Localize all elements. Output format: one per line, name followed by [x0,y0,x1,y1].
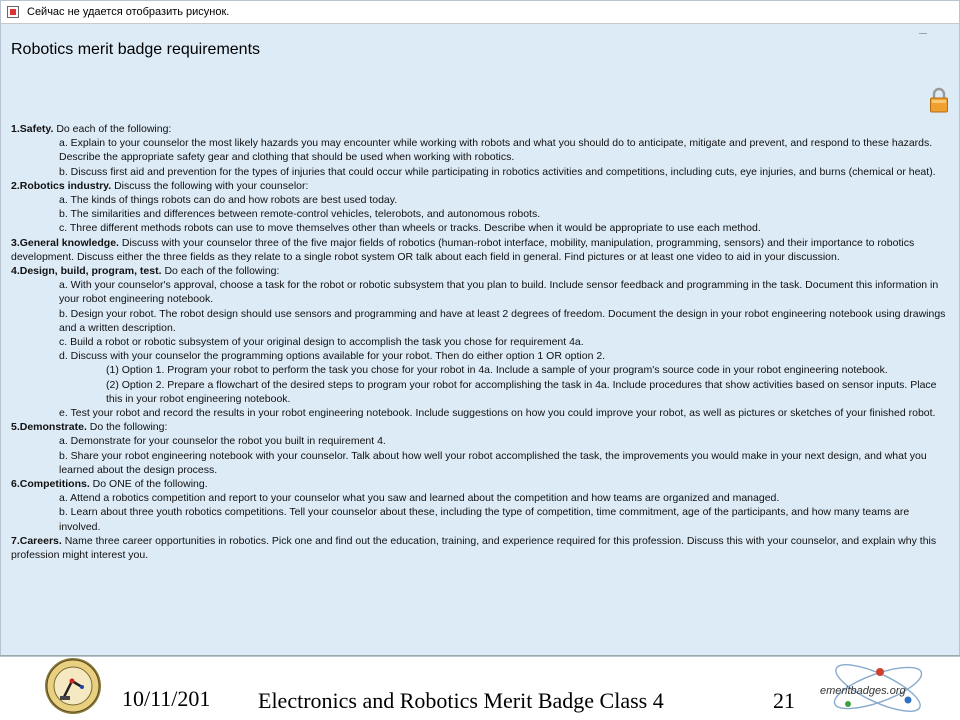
requirement-text: (2) Option 2. Prepare a flowchart of the desired steps to program your robot for accomplishing the task in 4a. Include procedures that show activities based on sensor inputs. Place this in your robot engineering notebook. [106,378,937,405]
requirement-heading: 1.Safety. [11,123,54,135]
requirement-text: (1) Option 1. Program your robot to perform the task you chose for your robot in 4a. Include a sample of your program's source code in your robot engineering notebook. [106,364,888,377]
robotics-merit-badge-icon [44,657,102,715]
requirements-list [11,122,946,562]
requirement-text: Discuss the following with your counselor: [111,179,309,192]
footer-divider [0,655,960,656]
requirement-subitem [11,491,946,505]
requirement-heading: 3.General knowledge. [11,236,119,249]
requirement-text: a. The kinds of things robots can do and how robots are best used today. [59,194,398,207]
requirement-subitem [11,307,946,335]
requirement-text: c. Three different methods robots can use to move themselves other than wheels or tracks. Describe when it would be appropriate to use each method. [59,222,761,235]
requirement-text: b. Discuss first aid and prevention for the types of injuries that could occur while participating in robotics activities and competitions, including cuts, eye injuries, and burns (chemical or heat). [59,165,936,178]
emeritbadges-logo [818,660,928,716]
requirement-option [11,363,946,377]
requirement-item [11,122,946,136]
requirement-text: Name three career opportunities in robotics. Pick one and find out the education, training, and experience required for this profession. Discuss this with your counselor, and explain why this profession might interest you. [11,534,937,562]
requirement-text: Do the following: [86,421,168,434]
requirement-text: a. With your counselor's approval, choose a task for the robot or robotic subsystem that you plan to build. Include sensor feedback and programming in the task. Document this information in your robot engineering notebook. [59,279,939,306]
requirement-text: c. Build a robot or robotic subsystem of your original design to accomplish the task you chose for requirement 4a. [59,336,584,349]
requirement-item [11,236,946,264]
requirement-item [11,264,946,278]
slide-number: 21 [773,688,795,713]
requirement-item [11,179,946,193]
requirement-subitem [11,221,946,235]
requirement-subitem [11,207,946,221]
requirement-text: Do each of the following: [53,123,172,135]
requirement-subitem [11,165,946,179]
requirement-item [11,477,946,491]
dash-mark [919,33,927,34]
requirement-text: a. Attend a robotics competition and report to your counselor what you saw and learned about the competition and how teams are organized and managed. [59,492,780,505]
requirement-text: Discuss with your counselor three of the five major fields of robotics (human-robot interface, mobility, manipulation, programming, sensors) and their importance to robotics development. Discuss either the three fields as they relate to a single robot system OR talk about each field in general. Find pictures or at least one video to aid in your discussion. [11,236,915,263]
requirement-text: b. Design your robot. The robot design should use sensors and programming and have at least 2 degrees of freedom. Document the design in your robot engineering notebook using drawings and a written description. [59,307,946,334]
requirement-text: b. Share your robot engineering notebook with your counselor. Talk about how well your robot accomplished the task, the improvements you would make in your next design, and what you learned about the design process. [59,449,927,476]
footer-date: 10/11/201 [122,686,211,711]
requirement-subitem [11,349,946,363]
requirement-subitem [11,434,946,448]
logo-text: emeritbadges.org [820,685,906,697]
requirement-subitem [11,505,946,533]
requirement-heading: 5.Demonstrate. [11,421,87,434]
requirement-subitem [11,335,946,349]
requirement-text: b. The similarities and differences between remote-control vehicles, telerobots, and autonomous robots. [59,208,541,221]
requirement-option [11,378,946,406]
requirement-text: a. Explain to your counselor the most likely hazards you may encounter while working with robots and what you should do to anticipate, mitigate and prevent, and respond to these hazards. Describe the appropriate safety gear and clothing that should be used when working with robotics. [59,137,933,164]
requirement-text: Do ONE of the following. [89,478,208,491]
requirement-subitem [11,278,946,306]
image-error-message: Сейчас не удается отобразить рисунок. [27,6,230,18]
requirement-text: a. Demonstrate for your counselor the robot you built in requirement 4. [59,435,386,448]
requirement-item [11,420,946,434]
requirement-text: d. Discuss with your counselor the programming options available for your robot. Then do either option 1 OR option 2. [59,350,606,363]
requirement-subitem [11,193,946,207]
padlock-icon [929,87,949,113]
requirement-subitem [11,449,946,477]
slide-title: Robotics merit badge requirements [11,41,261,58]
requirement-item [11,534,946,562]
requirement-heading: 2.Robotics industry. [11,179,112,192]
requirement-heading: 4.Design, build, program, test. [11,265,162,278]
requirement-text: e. Test your robot and record the results in your robot engineering notebook. Include suggestions on how you could improve your robot, as well as pictures or sketches of your finished robot. [59,407,936,420]
requirement-subitem [11,136,946,164]
requirement-text: Do each of the following: [161,265,280,278]
requirement-text: b. Learn about three youth robotics competitions. Tell your counselor about these, including the type of competition, time commitment, age of the participants, and how many teams are involved. [59,506,910,533]
broken-image-icon [7,6,19,18]
requirement-heading: 7.Careers. [11,534,62,547]
requirement-subitem [11,406,946,420]
image-error-bar [1,1,959,24]
requirement-heading: 6.Competitions. [11,478,90,491]
footer-title: Electronics and Robotics Merit Badge Class 4 [258,688,664,713]
